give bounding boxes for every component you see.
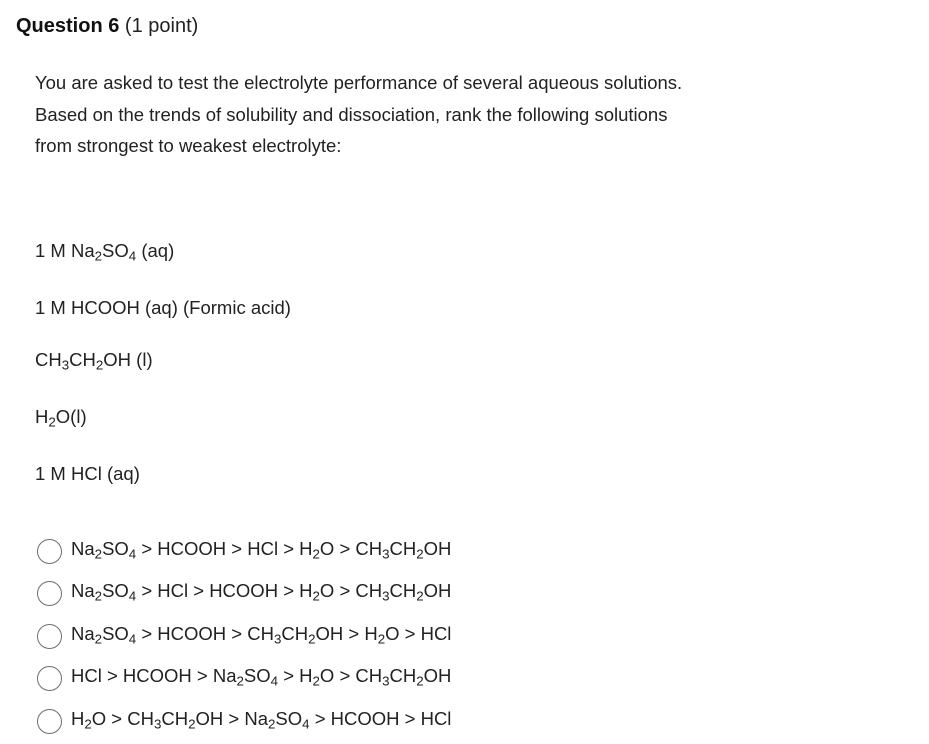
species-water: $H_2O(l)$ xyxy=(35,406,87,430)
radio-button[interactable] xyxy=(37,581,62,606)
species-sodium-sulfate: 1 M $Na_2SO_4$ (aq) xyxy=(35,240,175,264)
radio-button[interactable] xyxy=(37,624,62,649)
option-label: HCl > HCOOH > $Na_2SO_4 > H_2O > CH_3CH_2OH$ xyxy=(71,665,452,689)
question-header xyxy=(16,12,198,40)
option-label: $H_2O > CH_3CH_2OH > Na_2SO_4$ > HCOOH > HCl xyxy=(71,708,452,732)
answer-option-3[interactable] xyxy=(37,621,737,651)
question-title: Question 6 xyxy=(16,15,120,37)
question-prompt xyxy=(35,67,895,162)
species-ethanol: $CH_3CH_2OH$ (l) xyxy=(35,349,153,373)
answer-option-5[interactable] xyxy=(37,706,737,736)
species-formic-acid: 1 M HCOOH (aq) (Formic acid) xyxy=(35,297,291,318)
radio-button[interactable] xyxy=(37,709,62,734)
prompt-line: You are asked to test the electrolyte performance of several aqueous solutions. xyxy=(35,72,683,93)
option-label: $Na_2SO_4$ > HCOOH > HCl > $H_2O > CH_3CH_2OH$ xyxy=(71,538,452,562)
radio-button[interactable] xyxy=(37,666,62,691)
option-label: $Na_2SO_4$ > HCOOH > $CH_3CH_2OH > H_2O$ > HCl xyxy=(71,623,452,647)
answer-option-2[interactable] xyxy=(37,578,737,608)
answer-option-4[interactable] xyxy=(37,663,737,693)
prompt-line: from strongest to weakest electrolyte: xyxy=(35,135,342,156)
prompt-line: Based on the trends of solubility and dissociation, rank the following solutions xyxy=(35,103,668,125)
species-hydrochloric-acid: 1 M HCl (aq) xyxy=(35,463,140,484)
answer-option-1[interactable] xyxy=(37,536,737,566)
option-label: $Na_2SO_4$ > HCl > HCOOH > $H_2O > CH_3CH_2OH$ xyxy=(71,580,452,604)
radio-button[interactable] xyxy=(37,539,62,564)
question-points: (1 point) xyxy=(124,15,199,37)
